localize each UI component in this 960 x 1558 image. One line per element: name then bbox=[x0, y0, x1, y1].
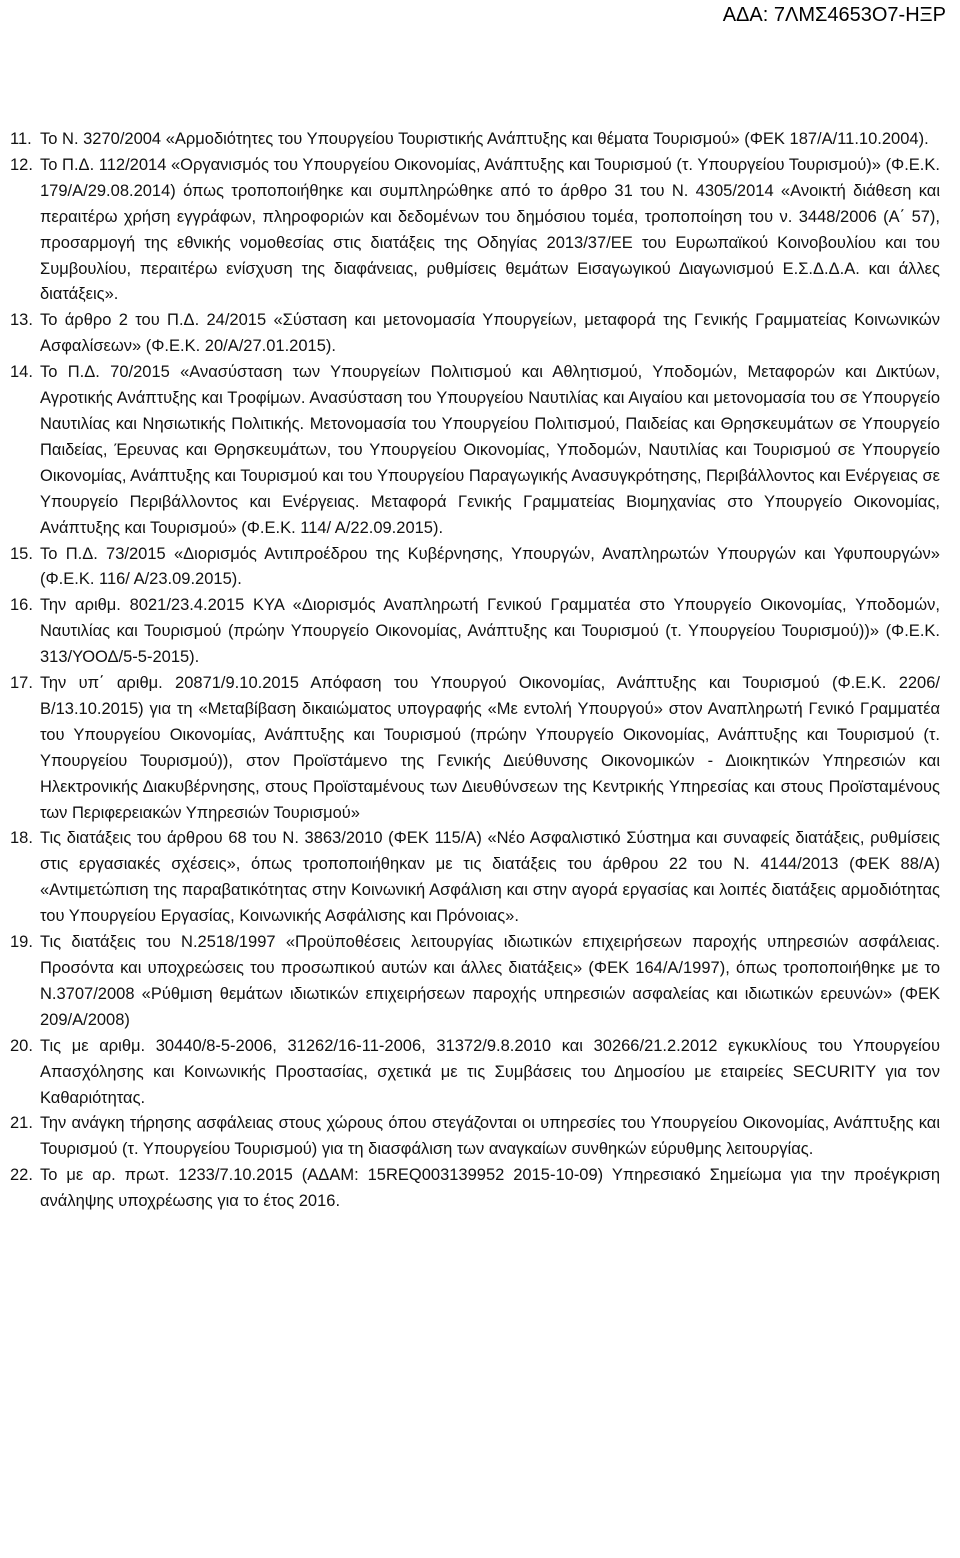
item-text: Το Ν. 3270/2004 «Αρμοδιότητες του Υπουργείου Τουριστικής Ανάπτυξης και θέματα Τουρισμού» (ΦΕΚ 187/Α/11.10.2004). bbox=[40, 130, 929, 148]
list-item bbox=[10, 1034, 940, 1112]
item-number: 20. bbox=[10, 1036, 33, 1055]
item-text: Το άρθρο 2 του Π.Δ. 24/2015 «Σύσταση και μετονομασία Υπουργείων, μεταφορά της Γενικής Γραμματείας Κοινωνικών Ασφαλίσεων» (Φ.Ε.Κ. 20/Α/27.01.2015). bbox=[40, 311, 940, 356]
item-text: Την υπ΄ αριθμ. 20871/9.10.2015 Απόφαση του Υπουργού Οικονομίας, Ανάπτυξης και Τουρισμού (Φ.Ε.Κ. 2206/Β/13.10.2015) για τη «Μεταβίβαση δικαιώματος υπογραφής «Με εντολή Υπουργού» στον Αναπληρωτή Γενικό Γραμματέα του Υπουργείου Οικονομίας, Ανάπτυξης και Τουρισμού (πρώην Υπουργείο Οικονομίας, Ανάπτυξης και Τουρισμού (τ. Υπουργείου Τουρισμού)), στον Προϊστάμενο της Γενικής Διεύθυνσης Οικονομικών - Διοικητικών Υπηρεσιών και Ηλεκτρονικής Διακυβέρνησης, στους Προϊσταμένους των Διευθύνσεων της Κεντρικής Υπηρεσίας και στους Προϊσταμένους των Περιφερειακών Υπηρεσιών Τουρισμού» bbox=[40, 674, 940, 822]
item-number: 11. bbox=[10, 130, 32, 148]
list-item bbox=[10, 308, 940, 360]
list-item bbox=[10, 593, 940, 671]
item-number: 16. bbox=[10, 596, 33, 615]
item-number: 12. bbox=[10, 155, 33, 174]
item-text: Τις διατάξεις του άρθρου 68 του Ν. 3863/2010 (ΦΕΚ 115/Α) «Νέο Ασφαλιστικό Σύστημα και συναφείς διατάξεις, ρυθμίσεις στις εργασιακές σχέσεις», όπως τροποποιήθηκαν με τις διατάξεις του άρθρου 22 του Ν. 4144/2013 (ΦΕΚ 88/Α) «Αντιμετώπιση της παραβατικότητας στην Κοινωνική Ασφάλιση και στην αγορά εργασίας και λοιπές διατάξεις αρμοδιότητας του Υπουργείου Εργασίας, Κοινωνικής Ασφάλισης και Πρόνοιας». bbox=[40, 829, 940, 926]
item-number: 19. bbox=[10, 933, 33, 952]
item-text: Την αριθμ. 8021/23.4.2015 ΚΥΑ «Διορισμός Αναπληρωτή Γενικού Γραμματέα στο Υπουργείο Οικονομίας, Υποδομών, Ναυτιλίας και Τουρισμού (πρώην Υπουργείο Οικονομίας, Ανάπτυξης και Τουρισμού (τ. Υπουργείου Τουρισμού))» (Φ.Ε.Κ. 313/ΥΟΟΔ/5-5-2015). bbox=[40, 596, 940, 667]
item-number: 18. bbox=[10, 829, 33, 848]
item-text: Τις με αριθμ. 30440/8-5-2006, 31262/16-11-2006, 31372/9.8.2010 και 30266/21.2.2012 εγκυκλίους του Υπουργείου Απασχόλησης και Κοινωνικής Προστασίας, σχετικά με τις Συμβάσεις του Δημοσίου με εταιρείες SECURITY για τον Καθαριότητας. bbox=[40, 1036, 940, 1107]
item-number: 21. bbox=[10, 1114, 33, 1133]
ada-code: ΑΔΑ: 7ΛΜΣ4653Ο7-ΗΞΡ bbox=[722, 4, 946, 26]
list-item bbox=[10, 1111, 940, 1163]
list-item bbox=[10, 360, 940, 541]
item-number: 17. bbox=[10, 674, 33, 693]
item-number: 15. bbox=[10, 544, 33, 563]
item-number: 13. bbox=[10, 311, 33, 330]
item-text: Τις διατάξεις του Ν.2518/1997 «Προϋποθέσεις λειτουργίας ιδιωτικών επιχειρήσεων παροχής υπηρεσιών ασφάλειας. Προσόντα και υποχρεώσεις του προσωπικού αυτών και άλλες διατάξεις» (ΦΕΚ 164/Α/1997), όπως τροποποιήθηκε με το Ν.3707/2008 «Ρύθμιση θεμάτων ιδιωτικών επιχειρήσεων παροχής υπηρεσιών ασφαλείας και ιδιωτικών ερευνών» (ΦΕΚ 209/Α/2008) bbox=[40, 933, 940, 1029]
item-text: Την ανάγκη τήρησης ασφάλειας στους χώρους όπου στεγάζονται οι υπηρεσίες του Υπουργείου Οικονομίας, Ανάπτυξης και Τουρισμού (τ. Υπουργείου Τουρισμού) για τη διασφάλιση των αναγκαίων συνθηκών εύρυθμης λειτουργίας. bbox=[40, 1114, 940, 1159]
legal-basis-list bbox=[10, 127, 940, 1215]
list-item bbox=[10, 1163, 940, 1215]
item-number: 14. bbox=[10, 363, 33, 382]
list-item bbox=[10, 671, 940, 826]
list-item bbox=[10, 542, 940, 594]
item-text: Το Π.Δ. 70/2015 «Ανασύσταση των Υπουργείων Πολιτισμού και Αθλητισμού, Υποδομών, Μεταφορών και Δικτύων, Αγροτικής Ανάπτυξης και Τροφίμων. Ανασύσταση του Υπουργείου Ναυτιλίας και Αιγαίου και μετονομασία του σε Υπουργείο Ναυτιλίας και Νησιωτικής Πολιτικής. Μετονομασία του Υπουργείου Πολιτισμού, Παιδείας και Θρησκευμάτων σε Υπουργείο Παιδείας, Έρευνας και Θρησκευμάτων, του Υπουργείου Οικονομίας, Υποδομών, Ναυτιλίας και Τουρισμού σε Υπουργείο Οικονομίας, Ανάπτυξης και Τουρισμού και του Υπουργείου Παραγωγικής Ανασυγκρότησης, Περιβάλλοντος και Ενέργειας σε Υπουργείο Περιβάλλοντος και Ενέργειας. Μεταφορά Γενικής Γραμματείας Βιομηχανίας στο Υπουργείο Οικονομίας, Ανάπτυξης και Τουρισμού» (Φ.Ε.Κ. 114/ Α/22.09.2015). bbox=[40, 363, 940, 537]
list-item bbox=[10, 930, 940, 1034]
list-item bbox=[10, 826, 940, 930]
item-text: Το με αρ. πρωτ. 1233/7.10.2015 (ΑΔΑΜ: 15REQ003139952 2015-10-09) Υπηρεσιακό Σημείωμα για την προέγκριση ανάληψης υποχρέωσης για το έτος 2016. bbox=[40, 1166, 940, 1211]
item-text: Το Π.Δ. 112/2014 «Οργανισμός του Υπουργείου Οικονομίας, Ανάπτυξης και Τουρισμού (τ. Υπουργείου Τουρισμού)» (Φ.Ε.Κ. 179/Α/29.08.2014) όπως τροποποιήθηκε και συμπληρώθηκε από το άρθρο 31 του Ν. 4305/2014 «Ανοικτή διάθεση και περαιτέρω χρήση εγγράφων, πληροφοριών και δεδομένων του δημόσιου τομέα, τροποποίηση του ν. 3448/2006 (Α΄ 57), προσαρμογή της εθνικής νομοθεσίας στις διατάξεις της Οδηγίας 2013/37/ΕΕ του Ευρωπαϊκού Κοινοβουλίου και του Συμβουλίου, περαιτέρω ενίσχυση της διαφάνειας, ρυθμίσεις θεμάτων Εισαγωγικού Διαγωνισμού Ε.Σ.Δ.Δ.Α. και άλλες διατάξεις». bbox=[40, 155, 940, 304]
item-text: Το Π.Δ. 73/2015 «Διορισμός Αντιπροέδρου της Κυβέρνησης, Υπουργών, Αναπληρωτών Υπουργών και Υφυπουργών» (Φ.Ε.Κ. 116/ Α/23.09.2015). bbox=[40, 544, 940, 589]
item-number: 22. bbox=[10, 1166, 33, 1185]
list-item bbox=[10, 153, 940, 308]
list-item bbox=[10, 127, 940, 153]
